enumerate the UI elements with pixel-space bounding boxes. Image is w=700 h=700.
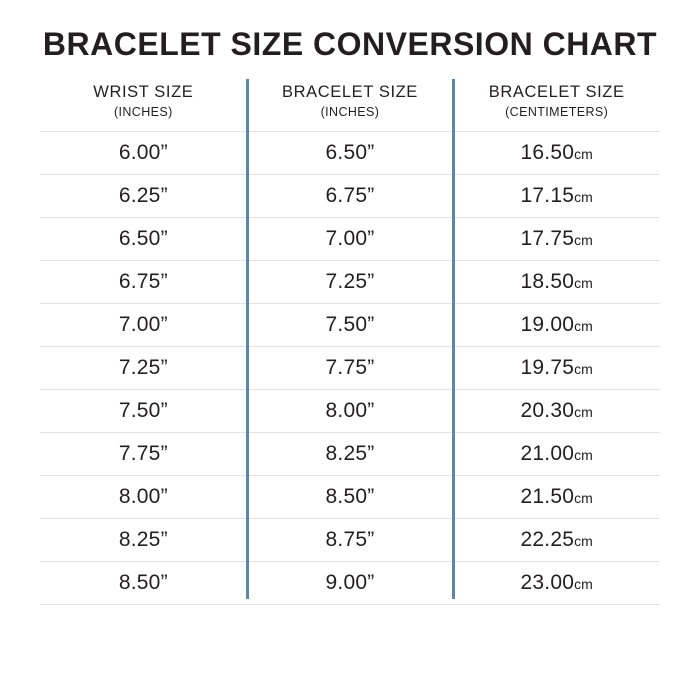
cm-value: 19.00 (520, 312, 575, 336)
column-header-sub: (INCHES) (113, 104, 173, 119)
cell-bracelet-centimeters (453, 217, 660, 260)
cell-bracelet-inches: 7.00” (247, 217, 454, 260)
cm-value: 21.50 (520, 484, 575, 508)
cm-unit: cm (574, 188, 593, 205)
cell-wrist-size: 6.25” (40, 174, 247, 217)
size-chart-table-wrap (40, 69, 660, 605)
cell-bracelet-centimeters (453, 346, 660, 389)
table-row (40, 432, 660, 475)
cell-bracelet-inches: 7.50” (247, 303, 454, 346)
cm-value: 18.50 (520, 269, 575, 293)
cell-bracelet-inches: 8.00” (247, 389, 454, 432)
cell-bracelet-inches: 6.75” (247, 174, 454, 217)
cm-unit: cm (574, 446, 593, 463)
cm-value: 16.50 (520, 140, 575, 164)
table-row (40, 518, 660, 561)
cell-bracelet-centimeters (453, 131, 660, 174)
cm-value: 17.75 (520, 226, 575, 250)
cell-bracelet-centimeters (453, 303, 660, 346)
cell-wrist-size: 8.25” (40, 518, 247, 561)
cm-unit: cm (574, 489, 593, 506)
cm-value: 22.25 (520, 527, 575, 551)
column-header-bracelet-size-centimeters (453, 69, 660, 131)
cm-value: 23.00 (520, 570, 575, 594)
table-row (40, 217, 660, 260)
table-head (40, 69, 660, 131)
table-header-row (40, 69, 660, 131)
cell-bracelet-centimeters (453, 475, 660, 518)
cell-wrist-size: 6.75” (40, 260, 247, 303)
cell-wrist-size: 8.00” (40, 475, 247, 518)
table-row (40, 131, 660, 174)
cm-unit: cm (574, 532, 593, 549)
table-row (40, 174, 660, 217)
cell-wrist-size: 6.50” (40, 217, 247, 260)
cell-bracelet-inches: 7.25” (247, 260, 454, 303)
cell-bracelet-inches: 7.75” (247, 346, 454, 389)
table-row (40, 561, 660, 604)
cell-wrist-size: 7.75” (40, 432, 247, 475)
cell-bracelet-centimeters (453, 174, 660, 217)
page-title: BRACELET SIZE CONVERSION CHART (42, 26, 658, 62)
cell-bracelet-centimeters (453, 518, 660, 561)
cm-value: 21.00 (520, 441, 575, 465)
cm-value: 17.15 (520, 183, 575, 207)
column-header-wrist-size (40, 69, 247, 131)
cell-bracelet-centimeters (453, 260, 660, 303)
column-header-sub: (INCHES) (320, 104, 380, 119)
cell-wrist-size: 6.00” (40, 131, 247, 174)
cell-wrist-size: 7.50” (40, 389, 247, 432)
table-row (40, 346, 660, 389)
column-divider-1 (246, 79, 249, 599)
cell-bracelet-inches: 6.50” (247, 131, 454, 174)
column-header-main: BRACELET SIZE (282, 83, 418, 101)
cell-bracelet-centimeters (453, 561, 660, 604)
cell-bracelet-centimeters (453, 389, 660, 432)
table-row (40, 303, 660, 346)
table-row (40, 260, 660, 303)
size-conversion-table (40, 69, 660, 605)
cell-bracelet-inches: 8.25” (247, 432, 454, 475)
column-divider-2 (452, 79, 455, 599)
cell-wrist-size: 7.00” (40, 303, 247, 346)
cm-unit: cm (574, 360, 593, 377)
cm-unit: cm (574, 231, 593, 248)
cm-value: 19.75 (520, 355, 575, 379)
cell-bracelet-centimeters (453, 432, 660, 475)
cell-bracelet-inches: 8.75” (247, 518, 454, 561)
table-row (40, 475, 660, 518)
cell-bracelet-inches: 9.00” (247, 561, 454, 604)
cell-bracelet-inches: 8.50” (247, 475, 454, 518)
table-row (40, 389, 660, 432)
cell-wrist-size: 8.50” (40, 561, 247, 604)
column-header-bracelet-size-inches (247, 69, 454, 131)
cm-value: 20.30 (520, 398, 575, 422)
cm-unit: cm (574, 575, 593, 592)
cell-wrist-size: 7.25” (40, 346, 247, 389)
cm-unit: cm (574, 403, 593, 420)
column-header-main: BRACELET SIZE (488, 83, 625, 101)
column-header-sub: (CENTIMETERS) (505, 104, 609, 119)
column-header-main: WRIST SIZE (93, 83, 194, 101)
cm-unit: cm (574, 317, 593, 334)
table-body (40, 131, 660, 604)
cm-unit: cm (574, 145, 593, 162)
cm-unit: cm (574, 274, 593, 291)
